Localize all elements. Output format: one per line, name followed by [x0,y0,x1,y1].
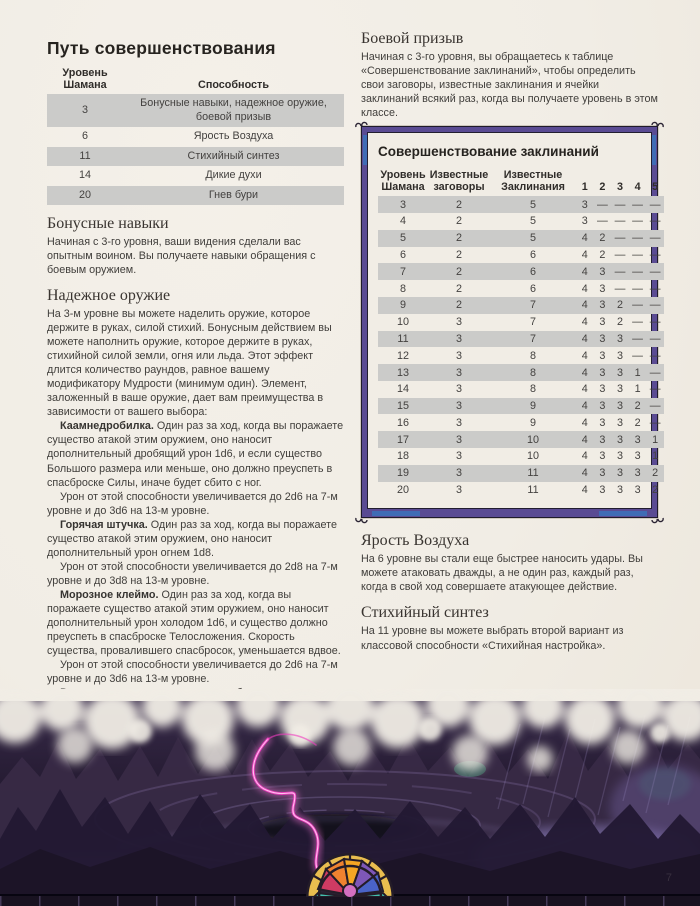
table-cell: 3 [599,416,606,429]
table-cell: 4 [581,265,588,278]
page-number: 7 [665,872,672,884]
table-cell: 2 [455,232,462,245]
table-cell: 1 [634,383,641,396]
table-cell: 2 [634,416,641,429]
table-cell: 11 [527,467,539,480]
table-cell: 2 [455,282,462,295]
paragraph: На 11 уровне вы можете выбрать второй вариант из классовой способности «Стихийная настройка». [361,625,624,652]
table-cell: 10 [526,433,539,446]
table-cell: 3 [599,366,606,379]
table-cell: Бонусные навыки, надежное оружие, боевой призыв [140,97,327,123]
table-cell: 4 [581,249,588,262]
table-cell: — [649,316,661,329]
table-cell: 3 [616,416,623,429]
table-cell: 10 [526,450,539,463]
table-cell: — [614,215,626,228]
table-cell: 7 [529,332,536,345]
paragraph: Каамнедробилка. Один раз за ход, когда вы поражаете существо атакой этим оружием, оно наносит дополнительный дробящий урон 1d6, и если существо Большого размера или меньше, оно должно преуспеть в спасброске Силы, иначе будет сбито с ног. [47,420,344,489]
table-cell: 3 [616,433,623,446]
table-cell: 3 [599,433,606,446]
table-cell: 5 [529,232,536,245]
column-header: Уровень Шамана [62,67,108,92]
table-cell: 3 [634,433,641,446]
table-cell: 7 [529,316,536,329]
table-cell: — [632,316,643,329]
table-cell: 3 [599,316,606,329]
table-cell: — [649,282,661,295]
table-cell: 18 [396,450,409,463]
table-row [47,166,344,185]
table-row [378,247,664,264]
table-cell: 3 [634,483,641,496]
table-cell: — [649,232,661,245]
table-cell: 3 [455,349,462,362]
corner-flourish-icon [648,514,666,526]
paragraph: Урон от этой способности увеличивается до 2d6 на 7-м уровне и до 3d6 на 13-м уровне. [47,490,338,517]
table-cell: 1 [652,433,659,446]
table-cell: 2 [455,299,462,312]
table-cell: 3 [599,282,606,295]
table-cell: — [649,383,661,396]
table-cell: 3 [634,467,641,480]
table-row [47,186,344,205]
table-cell: — [649,299,661,312]
table-cell: — [649,215,661,228]
table-cell: 3 [455,450,462,463]
table-cell: 3 [599,265,606,278]
column-header: Способность [198,79,269,92]
paragraph: Начиная с 3-го уровня, ваши видения сделали вас опытным воином. Вы получаете навыки обращения с боевым оружием. [47,236,316,277]
table-cell: 8 [529,349,536,362]
table-cell: 6 [529,249,536,262]
table-cell: 2 [455,265,462,278]
table-cell: — [632,282,643,295]
table-cell: 17 [396,433,409,446]
table-cell: 5 [529,198,536,211]
table-cell: 12 [396,349,409,362]
level-ability-table [47,65,344,205]
table-row [378,465,664,482]
table-cell: 8 [399,282,406,295]
spell-progression-table [378,167,664,498]
table-cell: 3 [616,400,623,413]
table-cell: 9 [399,299,406,312]
table-cell: — [596,198,608,211]
table-cell: 6 [529,265,536,278]
table-row [378,414,664,431]
column-header: 4 [634,181,641,194]
paragraph: Начиная с 3-го уровня, вы обращаетесь к таблице «Совершенствование заклинаний», чтобы определить свои заговоры, известные заклинания и ячейки заклинаний всякий раз, когда вы получаете уровень в этом классе. [361,51,658,120]
column-header: 1 [581,181,588,194]
table-cell: 8 [529,366,536,379]
corner-flourish-icon [648,118,666,130]
table-cell: 15 [396,400,409,413]
table-cell: — [649,265,661,278]
paragraph: На 3-м уровне вы можете наделить оружие, которое держите в руках, силой стихий. Бонусным действием вы можете наполнить оружие, которое держите в руках, стихийной силой земли, огня или льда. Этот эффект длится количество раундов, равное вашему модификатору Мудрости (минимум один). Элемент, заложенный в ваше оружие, дает вам преимущества в зависимости от вашего выбора: [47,308,332,419]
table-cell: 3 [634,450,641,463]
table-row [378,482,664,499]
table-cell: 4 [581,467,588,480]
table-cell: — [649,249,661,262]
paragraph: Горячая штучка. Один раз за ход, когда вы поражаете существо атакой этим оружием, оно наносит дополнительный урон огнем 1d8. [47,518,338,559]
column-header: Известные заговоры [429,169,489,194]
section-body-air-fury [361,552,658,594]
column-header: Уровень Шамана [380,169,426,194]
table-row [378,431,664,448]
frame-blue-accent [372,511,420,516]
table-row [47,94,344,127]
table-cell: 3 [616,483,623,496]
table-cell: 20 [78,188,91,201]
table-cell: 3 [81,103,88,116]
table-row [378,196,664,213]
table-cell: 3 [399,198,406,211]
table-cell: 7 [399,265,406,278]
section-body-combat-call [361,50,658,120]
table-cell: 13 [396,366,409,379]
table-cell: — [649,400,661,413]
table-cell: 4 [581,450,588,463]
table-cell: 3 [455,433,462,446]
table-cell: — [596,215,608,228]
table-cell: 2 [616,316,623,329]
table-cell: 4 [581,282,588,295]
section-heading-combat-call: Боевой призыв [361,30,464,47]
table-cell: Стихийный синтез [187,149,280,162]
column-header: 3 [616,181,623,194]
right-column [361,30,661,756]
table-cell: — [649,416,661,429]
table-row [378,297,664,314]
table-cell: 4 [581,332,588,345]
table-cell: 3 [599,383,606,396]
table-cell: 3 [455,400,462,413]
spell-table-panel [367,132,661,509]
table-cell: 3 [616,450,623,463]
table-row [378,331,664,348]
table-cell: — [632,232,643,245]
table-header-row [378,167,664,196]
table-cell: — [649,349,661,362]
table-row [378,448,664,465]
table-row [378,213,664,230]
table-cell: 8 [529,383,536,396]
table-cell: 6 [529,282,536,295]
table-row [378,398,664,415]
table-cell: 3 [599,299,606,312]
table-cell: 3 [616,383,623,396]
table-cell: 2 [599,232,606,245]
paragraph: Морозное клеймо. Один раз за ход, когда вы поражаете существо атакой этим оружием, оно наносит дополнительный урон холодом 1d6, и существо должно преуспеть в спасброске Телосложения. Скорость существа, провалившего спасбросок, уменьшается вдвое. [47,588,341,657]
table-cell: Ярость Воздуха [193,130,274,143]
corner-flourish-icon [353,514,371,526]
table-cell: — [632,215,643,228]
table-cell: 3 [599,332,606,345]
table-cell: — [632,349,643,362]
table-cell: 4 [581,349,588,362]
two-column-layout [47,30,659,756]
table-cell: 6 [399,249,406,262]
table-cell: 3 [599,349,606,362]
table-cell: — [632,332,643,345]
table-cell: 3 [455,366,462,379]
table-cell: 1 [634,366,641,379]
table-cell: 4 [581,433,588,446]
table-cell: 2 [455,215,462,228]
section-heading-reliable-weapon: Надежное оружие [47,287,171,305]
table-cell: 3 [616,467,623,480]
table-row [378,381,664,398]
table-cell: 11 [397,332,409,345]
table-row [378,314,664,331]
table-cell: — [614,282,626,295]
table-cell: 4 [581,483,588,496]
table-cell: 5 [529,215,536,228]
table-cell: — [632,249,643,262]
column-header: 5 [652,181,659,194]
table-row [378,263,664,280]
table-header-row [47,65,344,94]
table-cell: 20 [396,483,409,496]
table-cell: — [614,265,626,278]
table-row [378,230,664,247]
table-cell: — [649,332,661,345]
table-cell: — [632,198,643,211]
section-heading-elemental-synthesis: Стихийный синтез [361,604,489,622]
table-cell: 2 [652,467,659,480]
table-cell: 3 [599,400,606,413]
table-cell: — [614,232,626,245]
table-cell: 6 [81,130,88,143]
stained-glass-rosette-icon [300,841,400,897]
table-cell: 3 [599,483,606,496]
table-cell: 4 [581,400,588,413]
table-cell: 2 [599,249,606,262]
corner-flourish-icon [353,118,371,130]
table-cell: 2 [634,400,641,413]
table-cell: 11 [79,149,91,162]
table-cell: — [649,198,661,211]
table-cell: 4 [399,215,406,228]
section-body-elemental-synthesis [361,624,658,652]
table-cell: — [632,299,643,312]
table-cell: 3 [455,467,462,480]
table-cell: 4 [581,232,588,245]
table-cell: 2 [455,198,462,211]
table-cell: 3 [455,483,462,496]
table-row [47,127,344,146]
table-cell: 7 [529,299,536,312]
table-cell: 2 [652,483,659,496]
table-cell: 5 [399,232,406,245]
table-cell: 1 [652,450,659,463]
table-row [378,364,664,381]
paragraph: На 6 уровне вы стали еще быстрее наносить удары. Вы можете атаковать дважды, а не один раз, каждый раз, когда в свой ход совершаете атакующее действие. [361,553,643,594]
table-cell: 3 [455,383,462,396]
table-cell: 11 [527,483,539,496]
page-title: Путь совершенствования [47,38,276,58]
table-cell: 19 [396,467,409,480]
table-cell: 4 [581,366,588,379]
table-cell: 2 [616,299,623,312]
section-heading-bonus-skills: Бонусные навыки [47,215,169,233]
table-cell: 3 [616,349,623,362]
table-cell: 3 [599,467,606,480]
table-cell: 3 [581,198,588,211]
spell-table-frame [361,126,661,518]
table-cell: 9 [529,416,536,429]
table-cell: 3 [455,416,462,429]
table-row [378,347,664,364]
table-cell: 3 [455,332,462,345]
table-cell: 3 [581,215,588,228]
table-cell: 4 [581,383,588,396]
column-header: 2 [599,181,606,194]
table-cell: 3 [455,316,462,329]
spell-table-title: Совершенствование заклинаний [378,144,599,160]
table-cell: 16 [396,416,409,429]
table-cell: 4 [581,416,588,429]
frame-blue-accent [599,511,647,516]
table-row [47,147,344,166]
section-heading-air-fury: Ярость Воздуха [361,532,470,550]
table-cell: 14 [78,169,91,182]
left-column [47,30,344,756]
table-cell: Дикие духи [205,169,262,182]
table-cell: 4 [581,316,588,329]
section-body-bonus-skills [47,235,344,277]
table-cell: 2 [455,249,462,262]
paragraph: Урон от этой способности увеличивается до 2d6 на 7-м уровне и до 3d6 на 13-м уровне. [47,658,338,685]
frame-blue-accent [652,135,656,165]
frame-blue-accent [363,135,367,165]
table-cell: Гнев бури [208,188,259,201]
table-cell: 3 [599,450,606,463]
table-row [378,280,664,297]
table-cell: 10 [396,316,409,329]
table-cell: 3 [616,366,623,379]
table-cell: — [632,265,643,278]
table-cell: 14 [396,383,409,396]
column-header: Известные Заклинания [501,169,565,194]
table-cell: — [614,198,626,211]
table-cell: 3 [616,332,623,345]
table-cell: 4 [581,299,588,312]
paragraph: Урон от этой способности увеличивается до 2d8 на 7-м уровне и до 3d8 на 13-м уровне. [47,560,338,587]
table-cell: 9 [529,400,536,413]
table-cell: — [649,366,661,379]
table-cell: — [614,249,626,262]
